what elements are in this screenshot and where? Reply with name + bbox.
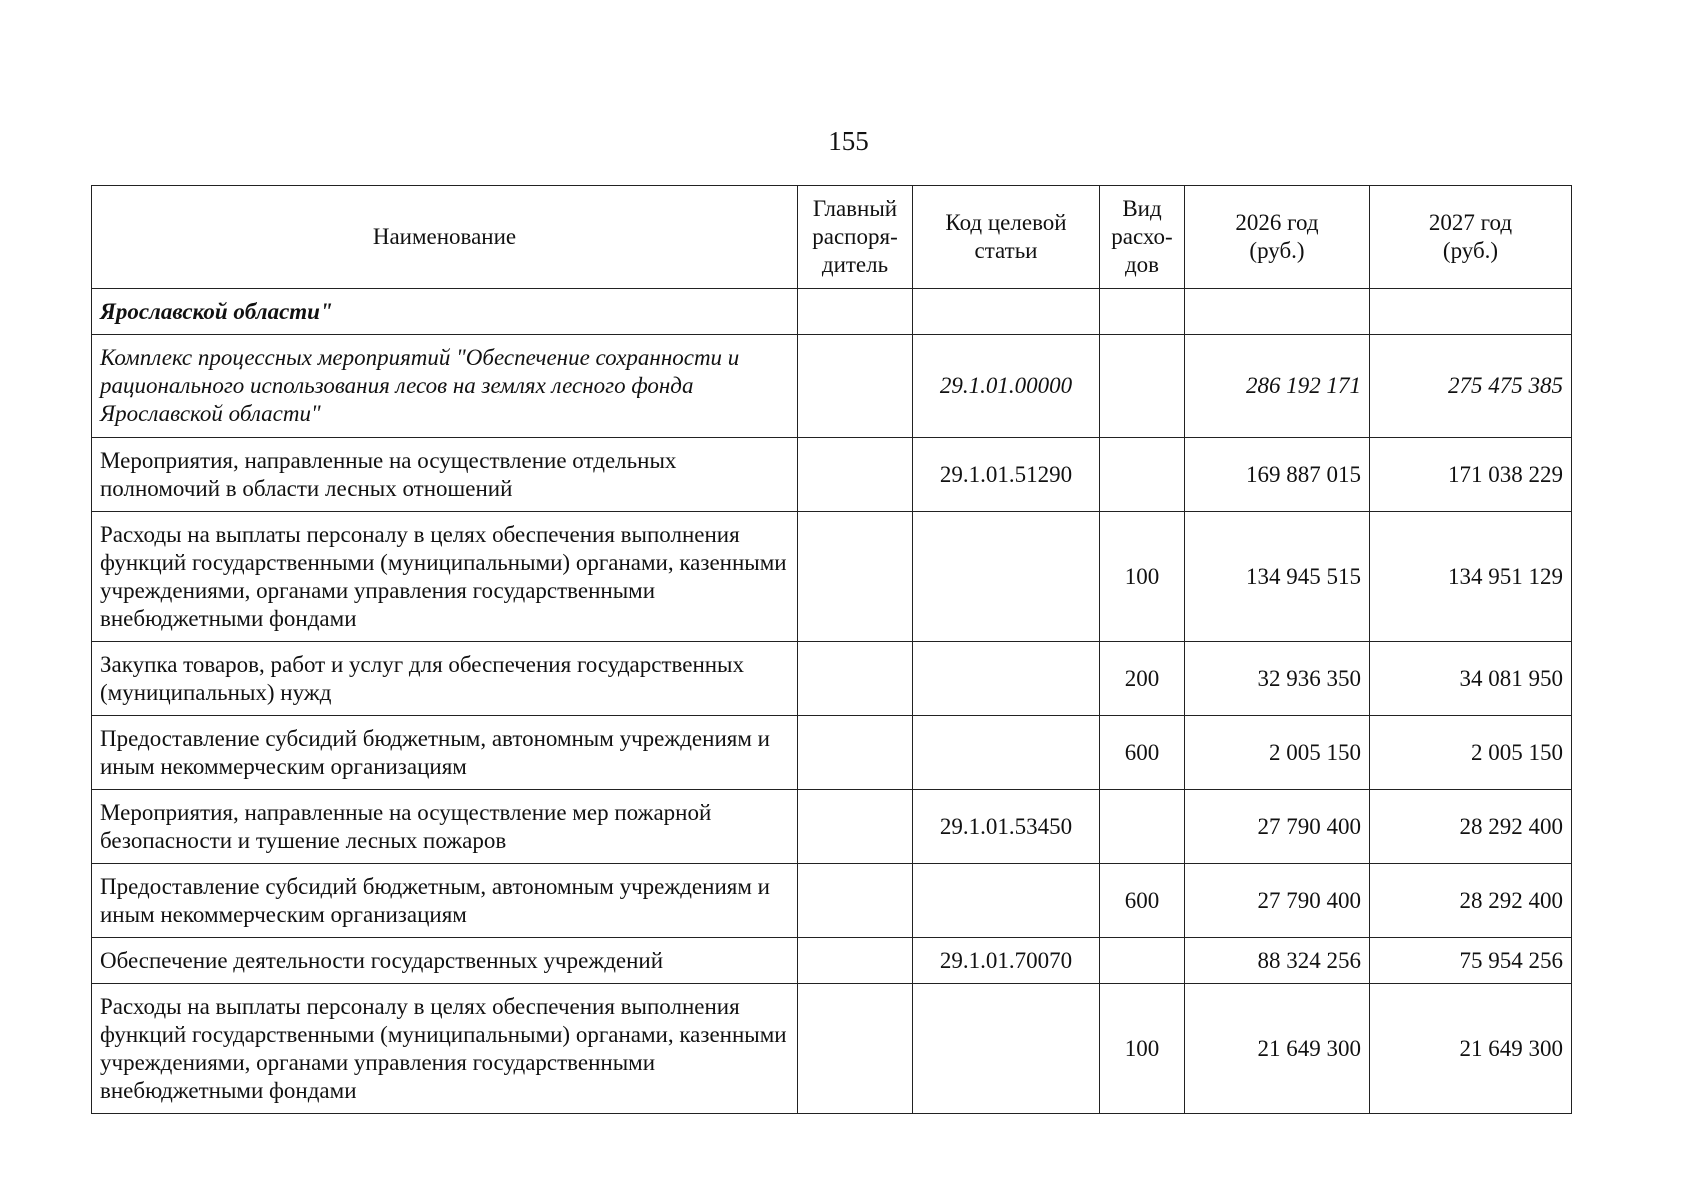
row-name: Обеспечение деятельности государственных учреждений [92, 938, 798, 984]
row-name: Мероприятия, направленные на осуществление отдельных полномочий в области лесных отношений [92, 438, 798, 512]
row-2027: 171 038 229 [1370, 438, 1572, 512]
header-code: Код целевой статьи [913, 186, 1100, 289]
row-type: 100 [1100, 984, 1185, 1114]
row-name: Предоставление субсидий бюджетным, автономным учреждениям и иным некоммерческим организациям [92, 864, 798, 938]
row-code [913, 864, 1100, 938]
header-2026: 2026 год (руб.) [1185, 186, 1370, 289]
row-code [913, 984, 1100, 1114]
row-code: 29.1.01.51290 [913, 438, 1100, 512]
row-manager [798, 289, 913, 335]
row-manager [798, 642, 913, 716]
row-2027: 21 649 300 [1370, 984, 1572, 1114]
row-name: Ярославской области" [92, 289, 798, 335]
row-2027: 275 475 385 [1370, 335, 1572, 438]
row-code [913, 289, 1100, 335]
row-type: 100 [1100, 512, 1185, 642]
row-type [1100, 335, 1185, 438]
header-manager: Главный распоря-дитель [798, 186, 913, 289]
table-row [92, 289, 1572, 335]
row-type: 600 [1100, 864, 1185, 938]
row-2026: 32 936 350 [1185, 642, 1370, 716]
row-code: 29.1.01.00000 [913, 335, 1100, 438]
table-row [92, 512, 1572, 642]
row-manager [798, 864, 913, 938]
row-2027: 75 954 256 [1370, 938, 1572, 984]
row-name: Расходы на выплаты персоналу в целях обеспечения выполнения функций государственными (муниципальными) органами, казенными учреждениями, органами управления государственными внебюджетными фондами [92, 512, 798, 642]
row-name: Закупка товаров, работ и услуг для обеспечения государственных (муниципальных) нужд [92, 642, 798, 716]
row-type: 600 [1100, 716, 1185, 790]
row-2026: 286 192 171 [1185, 335, 1370, 438]
row-2027: 28 292 400 [1370, 864, 1572, 938]
row-manager [798, 335, 913, 438]
row-code [913, 642, 1100, 716]
row-name: Мероприятия, направленные на осуществление мер пожарной безопасности и тушение лесных пожаров [92, 790, 798, 864]
table-row [92, 790, 1572, 864]
row-manager [798, 938, 913, 984]
row-name: Расходы на выплаты персоналу в целях обеспечения выполнения функций государственными (муниципальными) органами, казенными учреждениями, органами управления государственными внебюджетными фондами [92, 984, 798, 1114]
table-row [92, 984, 1572, 1114]
row-2027: 134 951 129 [1370, 512, 1572, 642]
row-manager [798, 790, 913, 864]
header-2027: 2027 год (руб.) [1370, 186, 1572, 289]
row-manager [798, 438, 913, 512]
row-manager [798, 984, 913, 1114]
row-manager [798, 716, 913, 790]
row-2026: 169 887 015 [1185, 438, 1370, 512]
row-2027: 2 005 150 [1370, 716, 1572, 790]
row-code [913, 716, 1100, 790]
row-name: Комплекс процессных мероприятий "Обеспечение сохранности и рационального использования лесов на землях лесного фонда Ярославской области" [92, 335, 798, 438]
row-2026: 2 005 150 [1185, 716, 1370, 790]
row-2026: 88 324 256 [1185, 938, 1370, 984]
budget-table [91, 185, 1572, 1114]
table-row [92, 864, 1572, 938]
table-row [92, 716, 1572, 790]
row-manager [798, 512, 913, 642]
row-code [913, 512, 1100, 642]
table-row [92, 642, 1572, 716]
table-row [92, 438, 1572, 512]
row-type [1100, 938, 1185, 984]
table-header-row [92, 186, 1572, 289]
row-2027: 34 081 950 [1370, 642, 1572, 716]
row-2026 [1185, 289, 1370, 335]
row-2027 [1370, 289, 1572, 335]
row-type [1100, 790, 1185, 864]
row-2027: 28 292 400 [1370, 790, 1572, 864]
row-code: 29.1.01.70070 [913, 938, 1100, 984]
row-type [1100, 289, 1185, 335]
row-type [1100, 438, 1185, 512]
row-code: 29.1.01.53450 [913, 790, 1100, 864]
header-type: Вид расхо-дов [1100, 186, 1185, 289]
header-name: Наименование [92, 186, 798, 289]
row-2026: 21 649 300 [1185, 984, 1370, 1114]
row-type: 200 [1100, 642, 1185, 716]
row-name: Предоставление субсидий бюджетным, автономным учреждениям и иным некоммерческим организациям [92, 716, 798, 790]
row-2026: 27 790 400 [1185, 864, 1370, 938]
page-number: 155 [828, 126, 869, 156]
row-2026: 27 790 400 [1185, 790, 1370, 864]
table-row [92, 938, 1572, 984]
table-row [92, 335, 1572, 438]
row-2026: 134 945 515 [1185, 512, 1370, 642]
